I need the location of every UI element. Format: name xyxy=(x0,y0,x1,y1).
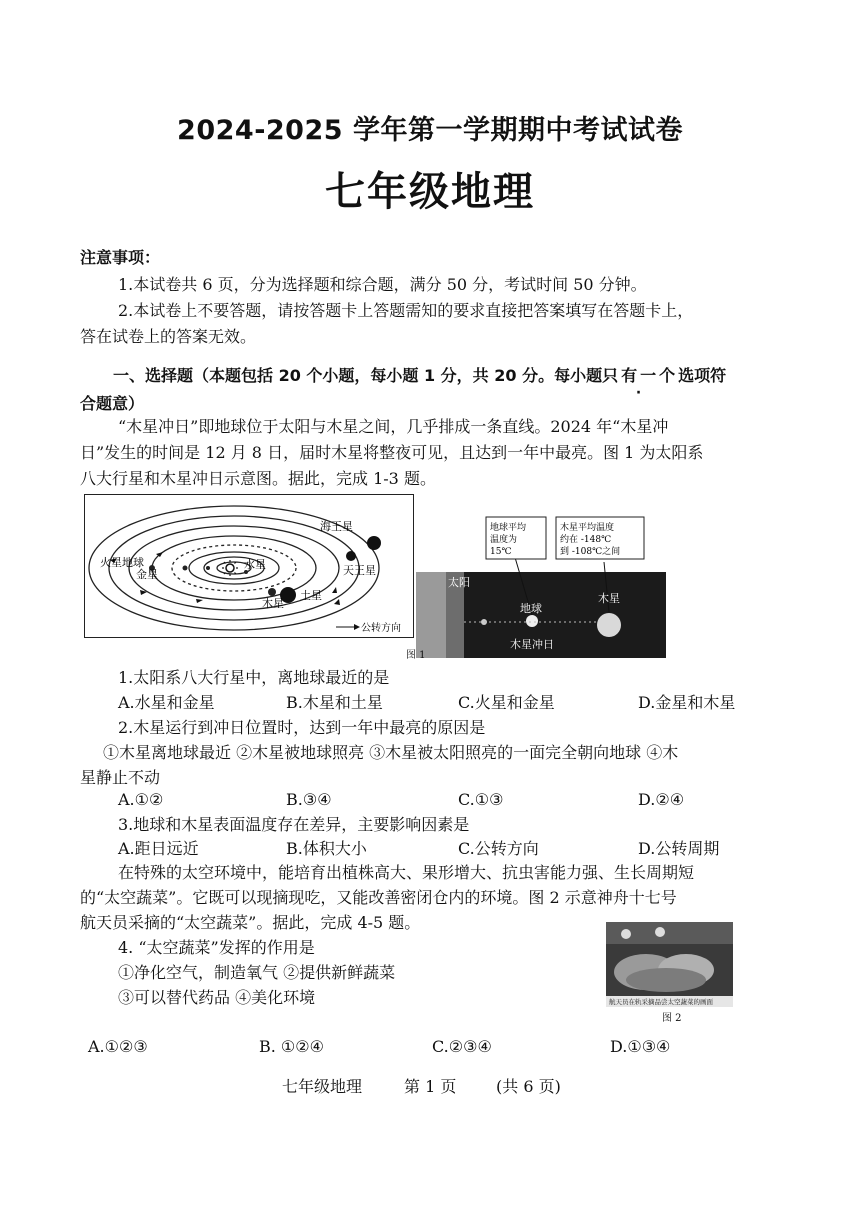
section-heading-part1: 一、选择题（本题包括 20 个小题，每小题 1 分，共 20 分。每小题 xyxy=(113,366,603,385)
q1-stem: 1.太阳系八大行星中，离地球最近的是 xyxy=(118,668,390,687)
planet-label-uranus: 天王星 xyxy=(343,564,376,577)
q4-stem: 4. “太空蔬菜”发挥的作用是 xyxy=(118,938,315,957)
earth-box-line3: 15℃ xyxy=(490,547,512,557)
q1-option-b: B.木星和土星 xyxy=(286,693,383,712)
section-heading-part2: 选项符 xyxy=(678,366,727,385)
notice-item-1: 1.本试卷共 6 页，分为选择题和综合题，满分 50 分，考试时间 50 分钟。 xyxy=(118,275,647,294)
earth-box-line2: 温度为 xyxy=(490,535,518,545)
q4-option-c: C.②③④ xyxy=(432,1037,492,1056)
planet-label-venus: 金星 xyxy=(136,568,158,581)
subject-title: 七年级地理 xyxy=(325,169,535,215)
footer-page-total: (共 6 页) xyxy=(496,1077,561,1096)
space-vegetable-photo xyxy=(606,922,733,1007)
earth-temperature-box xyxy=(486,517,546,559)
earth-box-line1: 地球平均 xyxy=(490,523,527,533)
footer-subject: 七年级地理 xyxy=(282,1077,363,1096)
section-heading xyxy=(113,362,726,389)
jupiter-opposition-image xyxy=(416,512,666,658)
footer-page-number: 第 1 页 xyxy=(404,1077,457,1096)
q2-stem: 2.木星运行到冲日位置时，达到一年中最亮的原因是 xyxy=(118,718,486,737)
q3-option-d: D.公转周期 xyxy=(638,839,720,858)
q1-option-c: C.火星和金星 xyxy=(458,693,555,712)
jupiter-box-line3: 到 -108℃之间 xyxy=(560,547,621,557)
passage2-line3: 航天员采摘的“太空蔬菜”。据此，完成 4-5 题。 xyxy=(80,913,421,932)
jupiter-box-line2: 约在 -148℃ xyxy=(560,535,612,545)
passage1-line3: 八大行星和木星冲日示意图。据此，完成 1-3 题。 xyxy=(80,469,436,488)
passage2-line1: 在特殊的太空环境中，能培育出植株高大、果形增大、抗虫害能力强、生长周期短 xyxy=(118,863,695,882)
q4-statements-line1: ①净化空气，制造氧气 ②提供新鲜蔬菜 xyxy=(118,963,396,982)
planet-label-saturn: 土星 xyxy=(300,589,322,602)
photo-label-sun: 太阳 xyxy=(448,576,470,589)
q4-option-b: B. ①②④ xyxy=(259,1037,324,1056)
orbit-direction-legend: 公转方向 xyxy=(361,623,401,634)
q2-option-b: B.③④ xyxy=(286,790,332,809)
q2-statements-line2: 星静止不动 xyxy=(80,768,161,787)
planet-label-earth: 地球 xyxy=(122,556,144,569)
photo-label-earth: 地球 xyxy=(520,602,542,615)
exam-title: 2024-2025 学年第一学期期中考试试卷 xyxy=(177,115,683,146)
passage2-line2: 的“太空蔬菜”。它既可以现摘现吃，又能改善密闭仓内的环境。图 2 示意神舟十七号 xyxy=(80,888,677,907)
planet-label-jupiter: 木星 xyxy=(262,597,284,610)
notice-item-2-line1: 2.本试卷上不要答题，请按答题卡上答题需知的要求直接把答案填写在答题卡上， xyxy=(118,301,694,320)
q4-option-a: A.①②③ xyxy=(88,1037,148,1056)
jupiter-opposition-svg xyxy=(416,512,666,658)
section-heading-emphasis: 只有一个 xyxy=(602,366,679,385)
planet-label-mars: 火星 xyxy=(100,556,122,569)
passage1-line2: 日”发生的时间是 12 月 8 日，届时木星将整夜可见，且达到一年中最亮。图 1 为太阳系 xyxy=(80,443,704,462)
photo-label-opposition: 木星冲日 xyxy=(510,638,554,651)
q3-option-b: B.体积大小 xyxy=(286,839,367,858)
solar-system-diagram xyxy=(84,494,414,638)
notice-item-2-line2: 答在试卷上的答案无效。 xyxy=(80,327,257,346)
q2-option-a: A.①② xyxy=(118,790,164,809)
q2-option-d: D.②④ xyxy=(638,790,685,809)
passage1-line1: “木星冲日”即地球位于太阳与木星之间，几乎排成一条直线。2024 年“木星冲 xyxy=(118,417,669,436)
q2-statements-line1: ①木星离地球最近 ②木星被地球照亮 ③木星被太阳照亮的一面完全朝向地球 ④木 xyxy=(103,743,679,762)
q3-option-a: A.距日远近 xyxy=(118,839,199,858)
notice-heading: 注意事项： xyxy=(80,248,161,267)
q3-stem: 3.地球和木星表面温度存在差异，主要影响因素是 xyxy=(118,815,470,834)
q4-option-d: D.①③④ xyxy=(610,1037,671,1056)
planet-label-mercury: 水星 xyxy=(244,558,266,571)
photo-caption: 航天员在轨采摘品尝太空蔬菜的画面 xyxy=(609,998,713,1006)
q2-option-c: C.①③ xyxy=(458,790,504,809)
figure1-caption: 图 1 xyxy=(406,650,426,661)
space-vegetable-svg xyxy=(606,922,733,1007)
photo-label-jupiter: 木星 xyxy=(598,592,620,605)
q1-option-d: D.金星和木星 xyxy=(638,693,736,712)
q4-statements-line2: ③可以替代药品 ④美化环境 xyxy=(118,988,316,1007)
q1-option-a: A.水星和金星 xyxy=(118,693,215,712)
solar-system-svg xyxy=(84,494,414,638)
jupiter-temperature-box xyxy=(556,517,644,559)
figure2-caption: 图 2 xyxy=(662,1013,682,1024)
planet-label-neptune: 海王星 xyxy=(320,520,353,533)
jupiter-box-line1: 木星平均温度 xyxy=(560,523,615,533)
section-heading-line2: 合题意） xyxy=(80,394,145,413)
q3-option-c: C.公转方向 xyxy=(458,839,539,858)
